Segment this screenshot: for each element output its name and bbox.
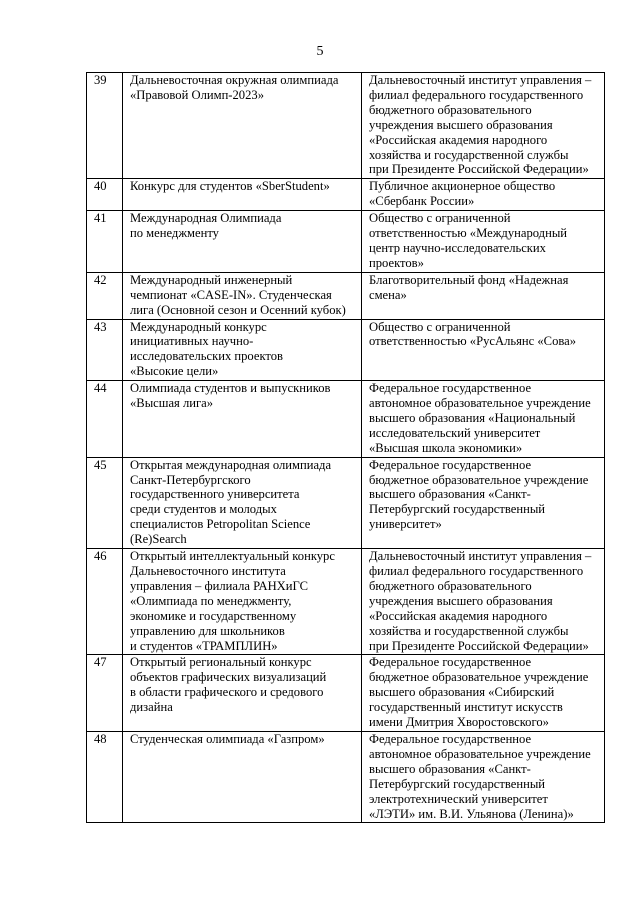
- row-number: 41: [94, 211, 107, 226]
- event-name-line: чемпионат «CASE-IN». Студенческая: [130, 287, 332, 302]
- organizer-line: «Российская академия народного: [369, 132, 548, 147]
- event-name-line: Дальневосточная окружная олимпиада: [130, 73, 339, 87]
- organizer-line: бюджетное образовательное учреждение: [369, 472, 589, 487]
- event-name-cell: [123, 211, 362, 273]
- event-name-cell: [123, 655, 362, 732]
- organizer-line: при Президенте Российской Федерации»: [369, 162, 589, 177]
- row-number: 43: [94, 319, 107, 334]
- row-number: 46: [94, 549, 107, 564]
- organizer-line: учреждения высшего образования: [369, 117, 553, 132]
- event-name-line: дизайна: [130, 700, 173, 715]
- organizer-cell: [362, 272, 605, 319]
- organizer-line: «ЛЭТИ» им. В.И. Ульянова (Ленина)»: [369, 806, 574, 821]
- row-number-cell: [87, 457, 123, 548]
- event-name-line: «Правовой Олимп-2023»: [130, 87, 264, 102]
- organizer-line: филиал федерального государственного: [369, 87, 584, 102]
- table-row: [87, 731, 605, 822]
- organizer-cell: [362, 73, 605, 179]
- organizer-line: Петербургский государственный: [369, 776, 546, 791]
- event-name-cell: [123, 549, 362, 655]
- event-name-line: Международный конкурс: [130, 319, 267, 334]
- event-name-line: «Высшая лига»: [130, 396, 214, 411]
- organizer-line: Федеральное государственное: [369, 381, 532, 396]
- organizer-cell: [362, 731, 605, 822]
- table-row: [87, 655, 605, 732]
- organizer-line: «Сбербанк России»: [369, 194, 475, 209]
- organizer-line: Петербургский государственный: [369, 502, 546, 517]
- organizer-line: Общество с ограниченной: [369, 319, 511, 334]
- row-number-cell: [87, 179, 123, 211]
- organizer-line: высшего образования «Санкт-: [369, 761, 531, 776]
- event-name-line: Открытый интеллектуальный конкурс: [130, 549, 335, 564]
- organizer-cell: [362, 549, 605, 655]
- event-name-cell: [123, 272, 362, 319]
- row-number: 45: [94, 457, 107, 472]
- organizer-line: имени Дмитрия Хворостовского»: [369, 715, 549, 730]
- organizer-line: хозяйства и государственной службы: [369, 147, 569, 162]
- event-name-line: Международный инженерный: [130, 272, 293, 287]
- organizer-line: университет»: [369, 517, 442, 532]
- organizer-cell: [362, 179, 605, 211]
- organizer-line: электротехнический университет: [369, 791, 548, 806]
- organizer-cell: [362, 457, 605, 548]
- organizer-line: Федеральное государственное: [369, 731, 532, 746]
- event-name-line: экономике и государственному: [130, 608, 297, 623]
- row-number: 48: [94, 731, 107, 746]
- event-name-cell: [123, 179, 362, 211]
- organizer-line: бюджетное образовательное учреждение: [369, 670, 589, 685]
- organizer-line: высшего образования «Сибирский: [369, 685, 555, 700]
- organizer-cell: [362, 381, 605, 458]
- organizer-line: ответственностью «РусАльянс «Сова»: [369, 334, 577, 349]
- event-name-line: специалистов Petropolitan Science: [130, 517, 311, 532]
- event-name-line: исследовательских проектов: [130, 349, 284, 364]
- organizer-cell: [362, 319, 605, 381]
- event-name-line: лига (Основной сезон и Осенний кубок): [130, 302, 346, 317]
- organizer-line: ответственностью «Международный: [369, 226, 568, 241]
- table-row: [87, 73, 605, 179]
- event-name-line: (Re)Search: [130, 532, 187, 547]
- row-number-cell: [87, 73, 123, 179]
- event-name-line: и студентов «ТРАМПЛИН»: [130, 638, 278, 653]
- organizer-line: центр научно-исследовательских: [369, 240, 546, 255]
- event-name-line: государственного университета: [130, 487, 300, 502]
- event-name-line: «Олимпиада по менеджменту,: [130, 593, 292, 608]
- organizer-line: учреждения высшего образования: [369, 593, 553, 608]
- organizer-line: государственный институт искусств: [369, 700, 563, 715]
- event-name-cell: [123, 319, 362, 381]
- organizer-line: «Российская академия народного: [369, 608, 548, 623]
- event-name-line: Санкт-Петербургского: [130, 472, 251, 487]
- event-name-line: управления – филиала РАНХиГС: [130, 578, 309, 593]
- organizer-line: автономное образовательное учреждение: [369, 746, 591, 761]
- organizer-line: автономное образовательное учреждение: [369, 396, 591, 411]
- row-number: 44: [94, 381, 107, 396]
- row-number: 39: [94, 73, 107, 87]
- olympiad-registry-table: [86, 72, 605, 823]
- event-name-line: инициативных научно-: [130, 334, 254, 349]
- event-name-cell: [123, 731, 362, 822]
- event-name-line: в области графического и средового: [130, 685, 324, 700]
- row-number-cell: [87, 211, 123, 273]
- row-number: 42: [94, 272, 107, 287]
- organizer-line: проектов»: [369, 255, 424, 270]
- table-row: [87, 211, 605, 273]
- registry-table-body: [87, 73, 605, 823]
- organizer-line: Федеральное государственное: [369, 457, 532, 472]
- organizer-cell: [362, 655, 605, 732]
- event-name-cell: [123, 73, 362, 179]
- event-name-line: среди студентов и молодых: [130, 502, 277, 517]
- organizer-line: Публичное акционерное общество: [369, 179, 556, 194]
- event-name-line: Олимпиада студентов и выпускников: [130, 381, 331, 396]
- event-name-cell: [123, 381, 362, 458]
- organizer-line: исследовательский университет: [369, 425, 541, 440]
- table-row: [87, 319, 605, 381]
- organizer-line: Дальневосточный институт управления –: [369, 73, 592, 87]
- table-row: [87, 381, 605, 458]
- event-name-line: Дальневосточного института: [130, 564, 286, 578]
- event-name-line: Открытая международная олимпиада: [130, 457, 332, 472]
- organizer-line: Федеральное государственное: [369, 655, 532, 670]
- table-row: [87, 272, 605, 319]
- event-name-line: Конкурс для студентов «SberStudent»: [130, 179, 330, 194]
- row-number-cell: [87, 731, 123, 822]
- organizer-line: Дальневосточный институт управления –: [369, 549, 592, 564]
- row-number-cell: [87, 655, 123, 732]
- event-name-line: Открытый региональный конкурс: [130, 655, 312, 670]
- organizer-line: Благотворительный фонд «Надежная: [369, 272, 569, 287]
- organizer-line: высшего образования «Санкт-: [369, 487, 531, 502]
- organizer-line: при Президенте Российской Федерации»: [369, 638, 589, 653]
- organizer-line: хозяйства и государственной службы: [369, 623, 569, 638]
- event-name-line: «Высокие цели»: [130, 364, 219, 379]
- event-name-line: по менеджменту: [130, 226, 219, 241]
- row-number-cell: [87, 549, 123, 655]
- organizer-line: бюджетного образовательного: [369, 578, 532, 593]
- organizer-line: Общество с ограниченной: [369, 211, 511, 226]
- event-name-line: Международная Олимпиада: [130, 211, 282, 226]
- organizer-cell: [362, 211, 605, 273]
- event-name-line: объектов графических визуализаций: [130, 670, 327, 685]
- table-row: [87, 549, 605, 655]
- organizer-line: «Высшая школа экономики»: [369, 440, 523, 455]
- organizer-line: высшего образования «Национальный: [369, 410, 576, 425]
- table-row: [87, 179, 605, 211]
- row-number: 47: [94, 655, 107, 670]
- row-number-cell: [87, 319, 123, 381]
- organizer-line: бюджетного образовательного: [369, 102, 532, 117]
- organizer-line: филиал федерального государственного: [369, 564, 584, 578]
- row-number: 40: [94, 179, 107, 194]
- table-row: [87, 457, 605, 548]
- event-name-line: управлению для школьников: [130, 623, 285, 638]
- row-number-cell: [87, 381, 123, 458]
- event-name-line: Студенческая олимпиада «Газпром»: [130, 731, 325, 746]
- event-name-cell: [123, 457, 362, 548]
- row-number-cell: [87, 272, 123, 319]
- organizer-line: смена»: [369, 287, 407, 302]
- page-number: 5: [316, 44, 324, 59]
